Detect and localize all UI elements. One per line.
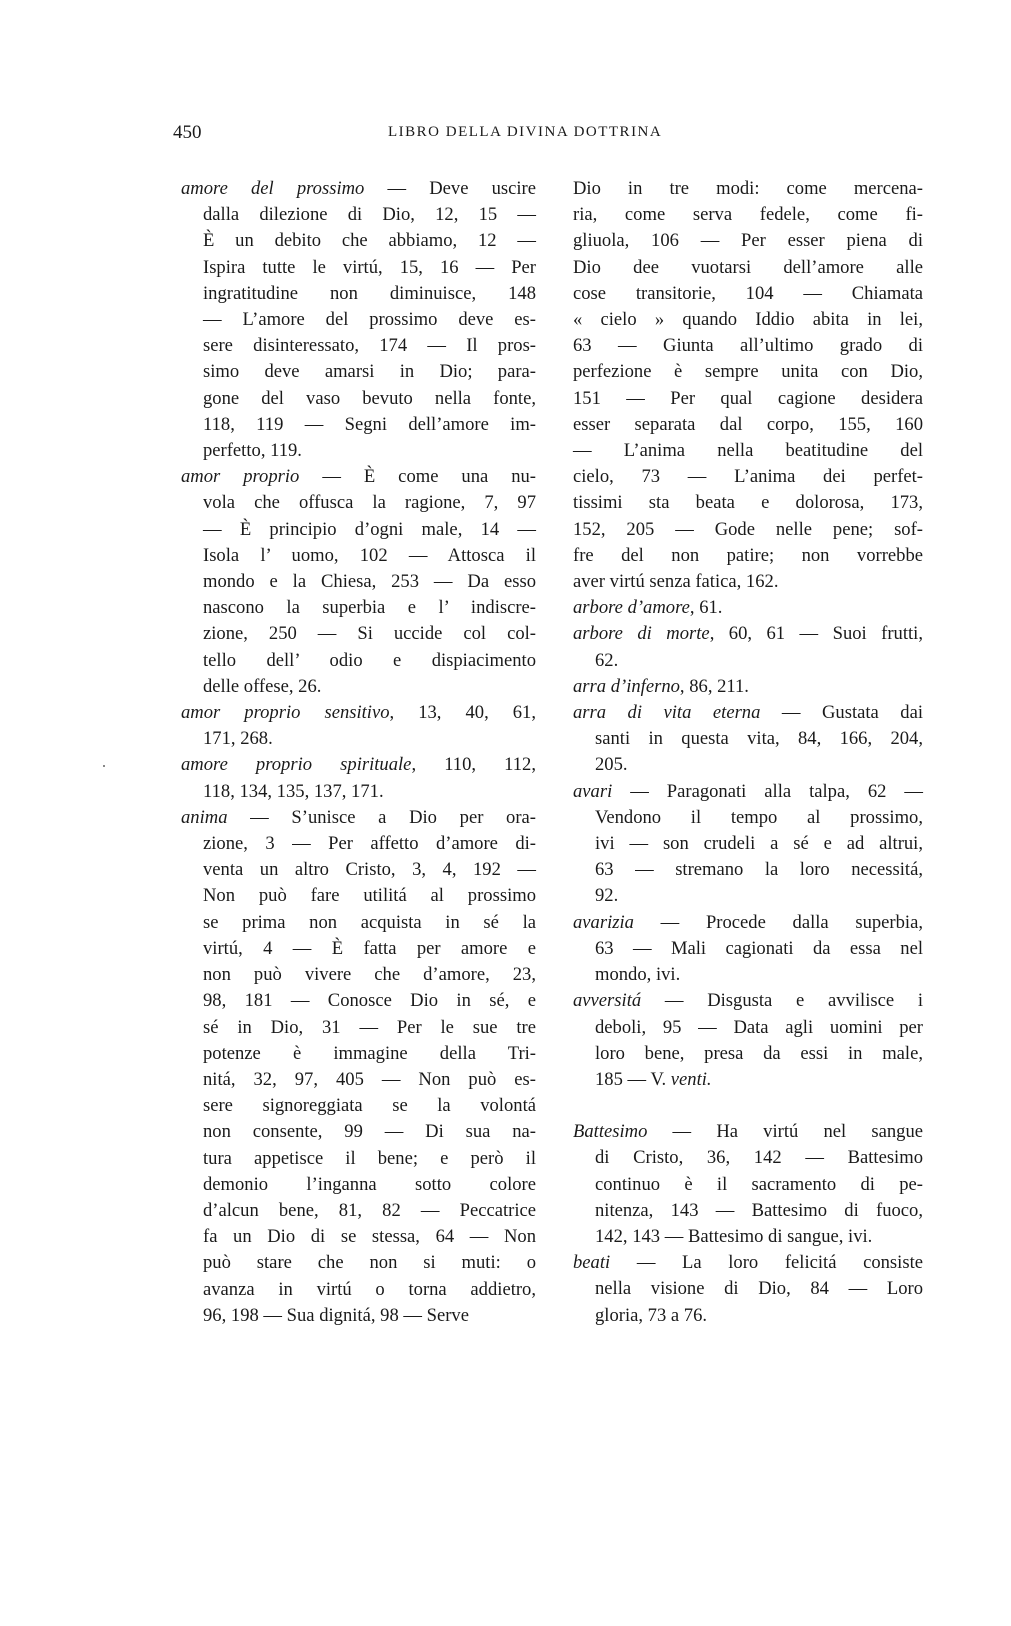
entry-text: di Cristo, 36, 142 — Battesimo bbox=[595, 1147, 923, 1169]
entry-headword: Battesimo bbox=[573, 1121, 648, 1143]
entry-line bbox=[573, 359, 923, 385]
entry-text: aver virtú senza fatica, 162. bbox=[573, 571, 779, 593]
entry-line bbox=[181, 202, 536, 228]
entry-text: loro bene, presa da essi in male, bbox=[595, 1042, 923, 1064]
entry-text: avanza in virtú o torna addietro, bbox=[203, 1278, 536, 1300]
entry-text: se prima non acquista in sé la bbox=[203, 911, 536, 933]
entry-text: — S’unisce a Dio per ora- bbox=[227, 806, 536, 828]
entry-text: cielo, 73 — L’anima dei perfet- bbox=[573, 466, 923, 488]
entry-text: 96, 198 — Sua dignitá, 98 — Serve bbox=[203, 1304, 469, 1326]
entry-text: fa un Dio di se stessa, 64 — Non bbox=[203, 1226, 536, 1248]
entry-text: non consente, 99 — Di sua na- bbox=[203, 1121, 536, 1143]
entry-text: tissimi sta beata e dolorosa, 173, bbox=[573, 492, 923, 514]
entry-text: — Paragonati alla talpa, 62 — bbox=[612, 780, 923, 802]
entry-text: — È principio d’ogni male, 14 — bbox=[203, 518, 536, 540]
entry-line bbox=[573, 1145, 923, 1171]
index-entry bbox=[181, 752, 536, 804]
entry-line bbox=[181, 176, 536, 202]
entry-text: , 60, 61 — Suoi frutti, bbox=[709, 623, 923, 645]
entry-text: Ispira tutte le virtú, 15, 16 — Per bbox=[203, 256, 536, 278]
entry-text: dalla dilezione di Dio, 12, 15 — bbox=[203, 204, 536, 226]
entry-text: mondo, ivi. bbox=[595, 964, 681, 986]
entry-line bbox=[573, 726, 923, 752]
entry-text: delle offese, 26. bbox=[203, 675, 322, 697]
entry-text: 152, 205 — Gode nelle pene; sof- bbox=[573, 518, 923, 540]
index-entry bbox=[573, 700, 923, 779]
entry-text: deboli, 95 — Data agli uomini per bbox=[595, 1016, 923, 1038]
entry-text: ingratitudine non diminuisce, 148 bbox=[203, 282, 536, 304]
entry-line bbox=[573, 910, 923, 936]
entry-headword: anima bbox=[181, 806, 228, 828]
entry-text: 185 — V. bbox=[595, 1068, 671, 1090]
entry-line bbox=[573, 255, 923, 281]
entry-line bbox=[181, 1041, 536, 1067]
entry-text: 63 — stremano la loro necessitá, bbox=[595, 859, 923, 881]
entry-line bbox=[573, 543, 923, 569]
index-entry bbox=[573, 779, 923, 910]
entry-line bbox=[181, 595, 536, 621]
entry-text: tura appetisce il bene; e però il bbox=[203, 1147, 536, 1169]
entry-text: 63 — Giunta all’ultimo grado di bbox=[573, 335, 923, 357]
entry-line bbox=[181, 1146, 536, 1172]
entry-text: perfetto, 119. bbox=[203, 440, 302, 462]
entry-text: 62. bbox=[595, 649, 619, 671]
index-entry bbox=[573, 621, 923, 673]
entry-text: — Ha virtú nel sangue bbox=[647, 1121, 923, 1143]
entry-line bbox=[573, 228, 923, 254]
entry-line bbox=[181, 412, 536, 438]
entry-text: simo deve amarsi in Dio; para- bbox=[203, 361, 536, 383]
entry-line bbox=[573, 595, 923, 621]
entry-text: sere signoreggiata se la volontá bbox=[203, 1095, 536, 1117]
index-entry bbox=[573, 988, 923, 1093]
entry-text: mondo e la Chiesa, 253 — Da esso bbox=[203, 571, 536, 593]
entry-line bbox=[181, 910, 536, 936]
entry-line bbox=[573, 883, 923, 909]
entry-line bbox=[573, 1224, 923, 1250]
entry-text: Vendono il tempo al prossimo, bbox=[595, 806, 923, 828]
index-entry bbox=[181, 176, 536, 464]
entry-text: 118, 119 — Segni dell’amore im- bbox=[203, 413, 536, 435]
entry-text: 171, 268. bbox=[203, 728, 273, 750]
entry-text: d’alcun bene, 81, 82 — Peccatrice bbox=[203, 1199, 536, 1221]
entry-line bbox=[573, 700, 923, 726]
entry-text: gliuola, 106 — Per esser piena di bbox=[573, 230, 923, 252]
entry-line bbox=[181, 307, 536, 333]
entry-text: non può vivere che d’amore, 23, bbox=[203, 964, 536, 986]
entry-line bbox=[181, 857, 536, 883]
entry-line bbox=[573, 674, 923, 700]
entry-text: continuo è il sacramento di pe- bbox=[595, 1173, 923, 1195]
entry-line bbox=[181, 805, 536, 831]
entry-line bbox=[573, 752, 923, 778]
entry-text: zione, 3 — Per affetto d’amore di- bbox=[203, 833, 536, 855]
entry-headword: amor proprio sensitivo bbox=[181, 702, 390, 724]
entry-text: 118, 134, 135, 137, 171. bbox=[203, 780, 384, 802]
entry-text: — Procede dalla superbia, bbox=[633, 911, 923, 933]
entry-line bbox=[573, 517, 923, 543]
entry-text: — L’amore del prossimo deve es- bbox=[203, 309, 536, 331]
entry-line bbox=[181, 386, 536, 412]
entry-text: , 110, 112, bbox=[411, 754, 536, 776]
entry-text: ria, come serva fedele, come fi- bbox=[573, 204, 923, 226]
entry-line bbox=[181, 962, 536, 988]
entry-line bbox=[573, 1041, 923, 1067]
entry-line bbox=[573, 569, 923, 595]
index-entry bbox=[573, 176, 923, 595]
entry-text: Isola l’ uomo, 102 — Attosca il bbox=[203, 544, 536, 566]
entry-text: — È come una nu- bbox=[299, 466, 537, 488]
entry-text: 151 — Per qual cagione desidera bbox=[573, 387, 923, 409]
entry-line bbox=[573, 988, 923, 1014]
entry-line bbox=[573, 307, 923, 333]
entry-line bbox=[573, 1198, 923, 1224]
entry-line bbox=[573, 281, 923, 307]
entry-line bbox=[573, 1172, 923, 1198]
entry-line bbox=[573, 490, 923, 516]
scan-speck bbox=[103, 765, 105, 767]
entry-line bbox=[573, 333, 923, 359]
entry-text: vola che offusca la ragione, 7, 97 bbox=[203, 492, 536, 514]
entry-line bbox=[181, 1198, 536, 1224]
entry-line bbox=[181, 674, 536, 700]
entry-text: fre del non patire; non vorrebbe bbox=[573, 544, 923, 566]
entry-headword: arra d’inferno bbox=[573, 675, 680, 697]
entry-headword: beati bbox=[573, 1252, 611, 1274]
entry-line bbox=[573, 1276, 923, 1302]
entry-text: esser separata dal corpo, 155, 160 bbox=[573, 413, 923, 435]
entry-text: sere disinteressato, 174 — Il pros- bbox=[203, 335, 536, 357]
entry-headword: amore proprio spirituale bbox=[181, 754, 412, 776]
entry-text: cose transitorie, 104 — Chiamata bbox=[573, 282, 923, 304]
entry-line bbox=[573, 464, 923, 490]
entry-line bbox=[573, 621, 923, 647]
entry-text: Dio in tre modi: come mercena- bbox=[573, 178, 923, 199]
entry-text: 63 — Mali cagionati da essa nel bbox=[595, 937, 923, 959]
entry-line bbox=[573, 1067, 923, 1093]
entry-text: — Gustata dai bbox=[760, 702, 923, 724]
entry-line bbox=[181, 438, 536, 464]
entry-line bbox=[573, 1015, 923, 1041]
entry-line bbox=[181, 779, 536, 805]
entry-text: Non può fare utilitá al prossimo bbox=[203, 885, 536, 907]
entry-line bbox=[181, 1119, 536, 1145]
entry-text: sé in Dio, 31 — Per le sue tre bbox=[203, 1016, 536, 1038]
index-entry bbox=[181, 700, 536, 752]
entry-line bbox=[181, 752, 536, 778]
page-header bbox=[173, 122, 741, 148]
entry-text: può stare che non si muti: o bbox=[203, 1252, 536, 1274]
entry-line bbox=[181, 831, 536, 857]
entry-line bbox=[573, 831, 923, 857]
entry-line bbox=[573, 1303, 923, 1329]
running-title: LIBRO DELLA DIVINA DOTTRINA bbox=[388, 124, 663, 140]
entry-line bbox=[181, 490, 536, 516]
entry-line bbox=[181, 1093, 536, 1119]
entry-line bbox=[181, 726, 536, 752]
entry-text: tello dell’ odio e dispiacimento bbox=[203, 649, 536, 671]
entry-text: nitenza, 143 — Battesimo di fuoco, bbox=[595, 1199, 923, 1221]
entry-headword: avarizia bbox=[573, 911, 634, 933]
entry-text: Dio dee vuotarsi dell’amore alle bbox=[573, 256, 923, 278]
entry-text: 142, 143 — Battesimo di sangue, ivi. bbox=[595, 1225, 873, 1247]
entry-headword: amore del prossimo bbox=[181, 178, 365, 199]
entry-headword: arbore d’amore bbox=[573, 597, 690, 619]
entry-text: — Disgusta e avvilisce i bbox=[641, 990, 923, 1012]
entry-line bbox=[181, 359, 536, 385]
entry-text: gone del vaso bevuto nella fonte, bbox=[203, 387, 536, 409]
entry-text: 98, 181 — Conosce Dio in sé, e bbox=[203, 990, 536, 1012]
entry-line bbox=[181, 543, 536, 569]
entry-line bbox=[181, 700, 536, 726]
entry-text: zione, 250 — Si uccide col col- bbox=[203, 623, 536, 645]
entry-text: gloria, 73 a 76. bbox=[595, 1304, 708, 1326]
entry-line bbox=[181, 988, 536, 1014]
entry-headword: arbore di morte bbox=[573, 623, 710, 645]
entry-line bbox=[181, 883, 536, 909]
entry-headword: avari bbox=[573, 780, 613, 802]
entry-line bbox=[573, 1250, 923, 1276]
index-entry bbox=[181, 464, 536, 700]
entry-text: nella visione di Dio, 84 — Loro bbox=[595, 1278, 923, 1300]
entry-line bbox=[573, 1119, 923, 1145]
index-entry bbox=[181, 805, 536, 1329]
entry-text: ivi — son crudeli a sé e ad altrui, bbox=[595, 833, 923, 855]
index-entry bbox=[573, 595, 923, 621]
entry-line bbox=[181, 281, 536, 307]
entry-text: « cielo » quando Iddio abita in lei, bbox=[573, 309, 923, 331]
entry-line bbox=[573, 176, 923, 202]
entry-line bbox=[573, 805, 923, 831]
entry-line bbox=[573, 386, 923, 412]
page-number: 450 bbox=[173, 122, 202, 143]
entry-line bbox=[181, 1067, 536, 1093]
entry-text: 205. bbox=[595, 754, 628, 776]
entry-line bbox=[573, 936, 923, 962]
entry-line bbox=[573, 438, 923, 464]
entry-line bbox=[181, 228, 536, 254]
entry-text: — L’anima nella beatitudine del bbox=[573, 440, 923, 462]
entry-line bbox=[573, 648, 923, 674]
entry-line bbox=[181, 1172, 536, 1198]
entry-line bbox=[181, 936, 536, 962]
entry-line bbox=[181, 1250, 536, 1276]
entry-line bbox=[181, 333, 536, 359]
index-entry bbox=[573, 910, 923, 989]
entry-line bbox=[573, 962, 923, 988]
entry-line bbox=[181, 517, 536, 543]
index-column-left bbox=[181, 176, 536, 1329]
entry-text: potenze è immagine della Tri- bbox=[203, 1042, 536, 1064]
entry-line bbox=[573, 202, 923, 228]
entry-text: demonio l’inganna sotto colore bbox=[203, 1173, 536, 1195]
entry-text: , 86, 211. bbox=[679, 675, 749, 697]
entry-text: , 61. bbox=[689, 597, 723, 619]
index-entry bbox=[573, 674, 923, 700]
entry-line bbox=[573, 412, 923, 438]
entry-text: — Deve uscire bbox=[364, 178, 536, 199]
entry-line bbox=[181, 464, 536, 490]
entry-text: nitá, 32, 97, 405 — Non può es- bbox=[203, 1068, 536, 1090]
entry-headword: amor proprio bbox=[181, 466, 300, 488]
entry-text: — La loro felicitá consiste bbox=[610, 1252, 923, 1274]
entry-line bbox=[573, 779, 923, 805]
entry-text: nascono la superbia e l’ indiscre- bbox=[203, 597, 536, 619]
entry-headword: avversitá bbox=[573, 990, 642, 1012]
entry-line bbox=[181, 1015, 536, 1041]
entry-line bbox=[181, 621, 536, 647]
entry-headword: arra di vita eterna bbox=[573, 702, 761, 724]
entry-text: È un debito che abbiamo, 12 — bbox=[203, 230, 536, 252]
index-column-right bbox=[573, 176, 923, 1329]
entry-text: 92. bbox=[595, 885, 619, 907]
entry-line bbox=[181, 569, 536, 595]
entry-line bbox=[573, 857, 923, 883]
entry-text: virtú, 4 — È fatta per amore e bbox=[203, 937, 536, 959]
cross-reference: venti. bbox=[670, 1068, 712, 1090]
entry-line bbox=[181, 255, 536, 281]
entry-text: perfezione è sempre unita con Dio, bbox=[573, 361, 923, 383]
entry-line bbox=[181, 648, 536, 674]
entry-line bbox=[181, 1277, 536, 1303]
section-gap bbox=[573, 1093, 923, 1119]
entry-line bbox=[181, 1303, 536, 1329]
entry-line bbox=[181, 1224, 536, 1250]
index-entry bbox=[573, 1119, 923, 1250]
index-entry bbox=[573, 1250, 923, 1329]
entry-text: venta un altro Cristo, 3, 4, 192 — bbox=[203, 859, 536, 881]
entry-text: , 13, 40, 61, bbox=[389, 702, 536, 724]
entry-text: santi in questa vita, 84, 166, 204, bbox=[595, 728, 923, 750]
